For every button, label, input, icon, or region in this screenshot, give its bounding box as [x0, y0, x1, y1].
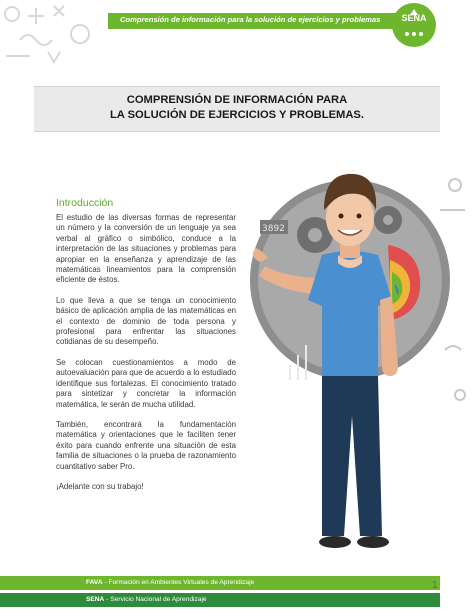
intro-heading: Introducción — [56, 197, 114, 209]
header-band-text: Comprensión de información para la solución de ejercicios y problemas — [120, 15, 381, 24]
footer-sena-text: - Servicio Nacional de Aprendizaje — [104, 596, 207, 603]
intro-paragraph: También, encontrará la fundamentación matemática y orientaciones que le faciliten tener éxito para cuando enfrente una situación de esta familia de situaciones o la prueba de razonamiento cuantitativo saber Pro. — [56, 419, 236, 471]
footer-fava-line — [86, 579, 254, 586]
page-number: 1 — [432, 580, 438, 591]
footer-sena-line — [86, 596, 207, 603]
footer-band-sena — [0, 593, 440, 607]
header-band — [108, 13, 428, 29]
sena-logo — [392, 3, 436, 47]
footer-fava-label: FAVA — [86, 579, 103, 586]
board-number: 3892 — [262, 224, 285, 234]
intro-body — [56, 213, 236, 502]
math-doodles-decoration — [0, 0, 120, 70]
student-illustration — [230, 150, 474, 570]
page-footer — [0, 568, 474, 613]
title-box — [34, 86, 440, 132]
intro-paragraph: Se colocan cuestionamientos a modo de autoevaluación para que de acuerdo a lo estudiado identifique sus fortalezas. El conocimiento tratado para sintetizar y concretar la información matemática, le serán de mucha utilidad. — [56, 357, 236, 409]
page-title-line-1: COMPRENSIÓN DE INFORMACIÓN PARA — [126, 94, 348, 106]
footer-sena-label: SENA — [86, 596, 105, 603]
page-title-line-2: LA SOLUCIÓN DE EJERCICIOS Y PROBLEMAS. — [109, 109, 365, 121]
intro-paragraph: ¡Adelante con su trabajo! — [56, 481, 144, 491]
sena-logo-text: SENA — [401, 13, 427, 23]
intro-paragraph: Lo que lleva a que se tenga un conocimiento básico de aplicación amplia de las matemáticas en el contexto de dominio de toda persona y profesional para enfrentar las situaciones cotidianas de su desempeño. — [56, 295, 236, 347]
footer-fava-text: - Formación en Ambientes Virtuales de Aprendizaje — [102, 579, 255, 586]
sena-logo-mark-icon — [392, 3, 436, 47]
student-shoes — [319, 536, 389, 548]
student-jeans — [322, 376, 382, 536]
intro-paragraph: El estudio de las diversas formas de representar un número y la conversión de un lenguaje ya sea verbal al gráfico o simbólico, conduce a la interpretación de las situaciones y problemas para apropiar en la enseñanza y aprendizaje de las matemáticas lineamientos para la comprensión eficiente de éstos. — [56, 213, 236, 285]
